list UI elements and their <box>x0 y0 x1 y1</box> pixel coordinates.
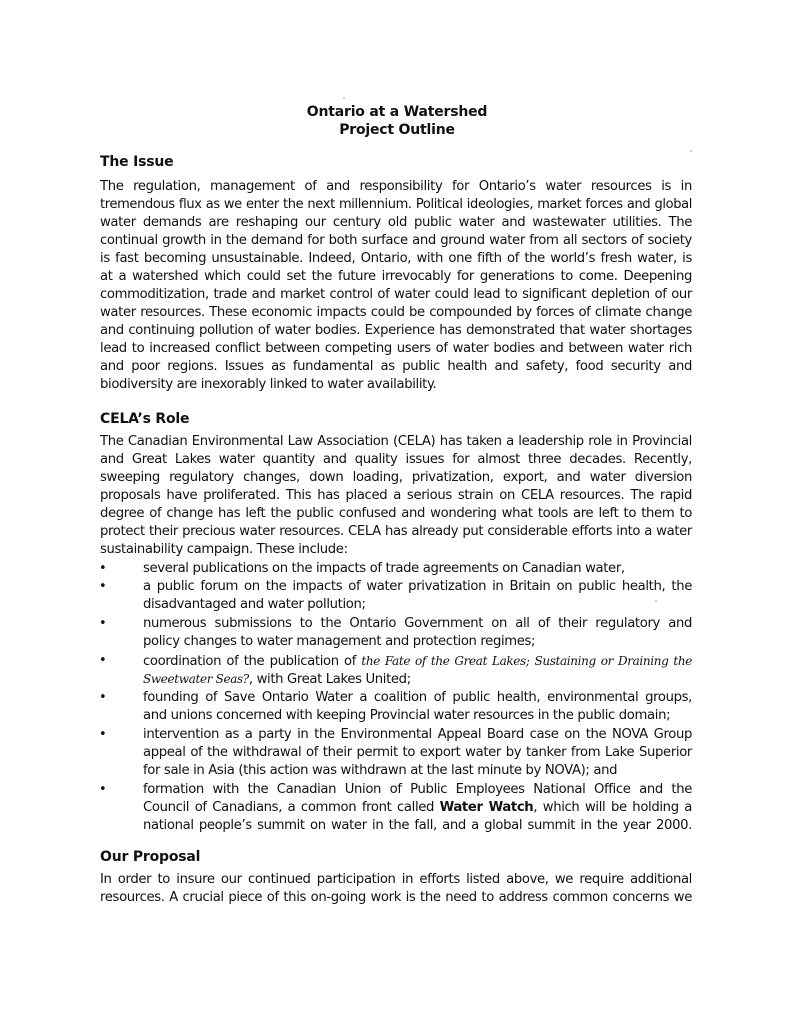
paragraph-line: at a watershed which could set the future irrevocably for generations to come. Deepening <box>100 269 692 284</box>
list-item-line: numerous submissions to the Ontario Government on all of their regulatory and <box>143 616 692 631</box>
paragraph-line: resources. A crucial piece of this on-going work is the need to address common concerns we <box>100 890 692 905</box>
section-heading-role: CELA’s Role <box>100 411 190 427</box>
paragraph-line: and Great Lakes water quantity and quality issues for almost three decades. Recently, <box>100 452 692 467</box>
paragraph-line: protect their precious water resources. CELA has already put considerable efforts into a water <box>100 524 692 539</box>
list-item-line: appeal of the withdrawal of their permit to export water by tanker from Lake Superior <box>143 745 692 760</box>
list-item-line <box>143 799 692 817</box>
paragraph-line: biodiversity are inexorably linked to water availability. <box>100 377 437 392</box>
paragraph-line: water demands are reshaping our century old public water and wastewater utilities. The <box>100 215 692 230</box>
paragraph-line: water resources. These economic impacts could be compounded by forces of climate change <box>100 305 692 320</box>
paragraph-line: sustainability campaign. These include: <box>100 542 348 557</box>
bullet-icon: • <box>99 579 107 594</box>
list-item-line: formation with the Canadian Union of Public Employees National Office and the <box>143 782 692 797</box>
publication-title: Sweetwater Seas? <box>143 672 249 686</box>
list-item-line: intervention as a party in the Environmental Appeal Board case on the NOVA Group <box>143 727 692 742</box>
list-item-text: , with Great Lakes United; <box>248 672 411 687</box>
list-item-line: founding of Save Ontario Water a coalition of public health, environmental groups, <box>143 690 692 705</box>
list-item-text: coordination of the publication of <box>143 654 362 669</box>
list-item-text: Council of Canadians, a common front called <box>143 800 440 815</box>
list-item-line: policy changes to water management and protection regimes; <box>143 634 536 649</box>
bullet-icon: • <box>99 727 107 742</box>
paragraph-line: degree of change has left the public confused and wondering what tools are left to them to <box>100 506 692 521</box>
list-item-line <box>143 652 692 671</box>
paragraph-line: commoditization, trade and market control of water could lead to significant depletion of our <box>100 287 692 302</box>
paragraph-line: and poor regions. Issues as fundamental as public health and safety, food security and <box>100 359 692 374</box>
document-subtitle: Project Outline <box>339 122 455 138</box>
paragraph-line: tremendous flux as we enter the next millennium. Political ideologies, market forces and global <box>100 197 692 212</box>
paragraph-line: and continuing pollution of water bodies. Experience has demonstrated that water shortages <box>100 323 692 338</box>
paragraph-line: sweeping regulatory changes, down loading, privatization, export, and water diversion <box>100 470 692 485</box>
scan-speck <box>343 97 345 99</box>
paragraph-line: proposals have proliferated. This has placed a serious strain on CELA resources. The rapid <box>100 488 692 503</box>
publication-title: the Fate of the Great Lakes; Sustaining or Draining the <box>361 654 693 668</box>
section-heading-issue: The Issue <box>100 154 174 170</box>
bullet-icon: • <box>99 653 107 668</box>
bullet-icon: • <box>99 616 107 631</box>
list-item-line: national people’s summit on water in the fall, and a global summit in the year 2000. <box>143 818 692 833</box>
bullet-icon: • <box>99 782 107 797</box>
paragraph-line: lead to increased conflict between competing users of water bodies and between water rich <box>100 341 692 356</box>
list-item-text: , which will be holding a <box>533 800 693 815</box>
paragraph-line: is fast becoming unsustainable. Indeed, Ontario, with one fifth of the world’s fresh water, is <box>100 251 692 266</box>
section-heading-proposal: Our Proposal <box>100 849 201 865</box>
paragraph-line: The Canadian Environmental Law Association (CELA) has taken a leadership role in Provincial <box>100 434 692 449</box>
scan-speck <box>690 150 692 152</box>
paragraph-line: continual growth in the demand for both surface and ground water from all sectors of society <box>100 233 692 248</box>
list-item-line: for sale in Asia (this action was withdrawn at the last minute by NOVA); and <box>143 763 618 778</box>
list-item-line: and unions concerned with keeping Provincial water resources in the public domain; <box>143 708 671 723</box>
scan-speck <box>655 600 657 602</box>
paragraph-line: In order to insure our continued participation in efforts listed above, we require additional <box>100 872 692 887</box>
list-item-line: several publications on the impacts of trade agreements on Canadian water, <box>143 561 625 576</box>
list-item-line: a public forum on the impacts of water privatization in Britain on public health, the <box>143 579 692 594</box>
list-item-line <box>143 670 692 689</box>
water-watch-name: Water Watch <box>439 800 534 815</box>
bullet-icon: • <box>99 561 107 576</box>
bullet-icon: • <box>99 690 107 705</box>
paragraph-line: The regulation, management of and responsibility for Ontario’s water resources is in <box>100 179 692 194</box>
document-title: Ontario at a Watershed <box>306 104 488 120</box>
list-item-line: disadvantaged and water pollution; <box>143 597 366 612</box>
